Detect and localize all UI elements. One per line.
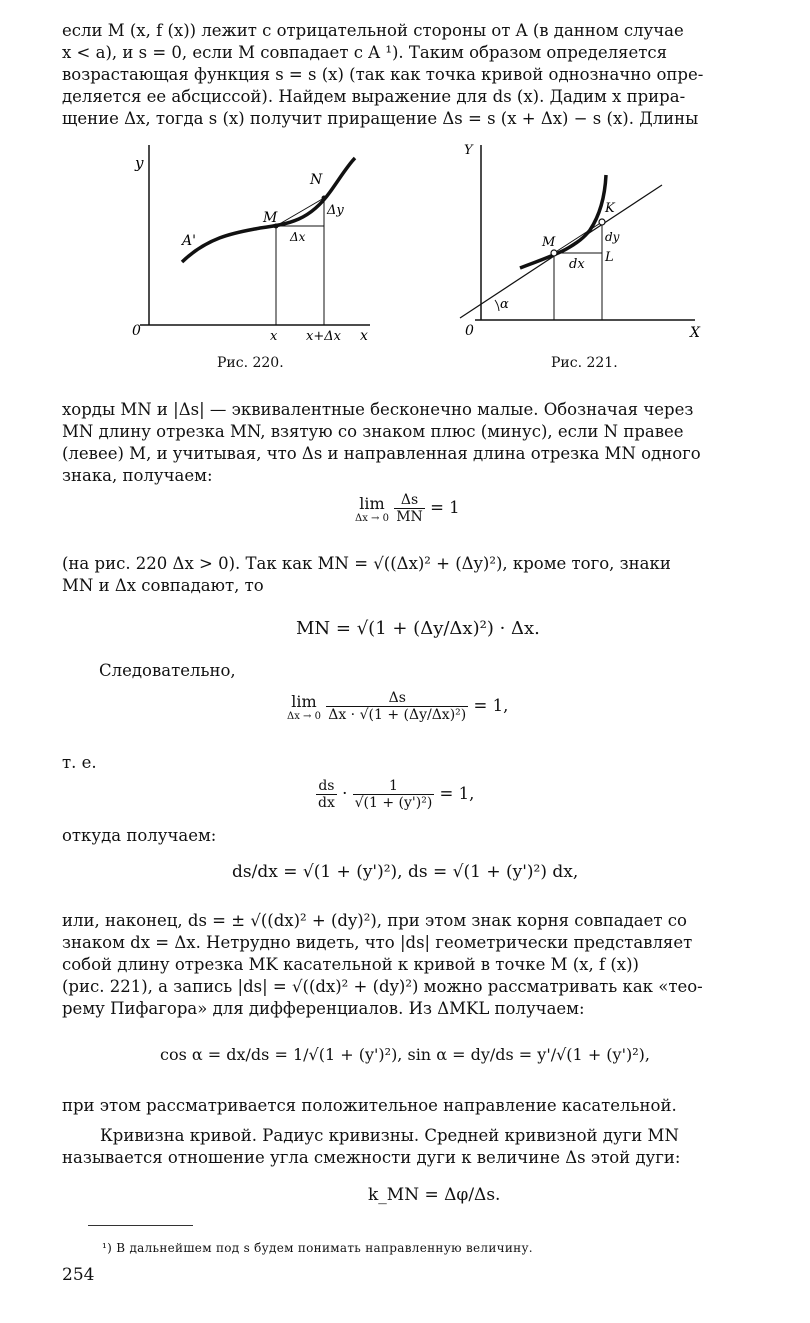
axis-y-label: y — [135, 154, 144, 172]
paragraph-3 — [62, 553, 774, 597]
section-heading-line: Кривизна кривой. Радиус кривизны. Средней кривизной дуги MN — [100, 1126, 679, 1145]
equation-limit-2 — [287, 690, 508, 723]
axis-x-label: X — [690, 325, 700, 341]
angle-alpha-label: α — [500, 297, 509, 312]
text-line: (на рис. 220 Δx > 0). Так как MN = √((Δx)² + (Δy)²), кроме того, знаки — [62, 554, 671, 573]
figure-221-caption: Рис. 221. — [551, 355, 618, 371]
equation-cos-sin: cos α = dx/ds = 1/√(1 + (y')²), sin α = dy/ds = y'/√(1 + (y')²), — [160, 1045, 650, 1064]
text-ie: т. е. — [62, 753, 97, 772]
text-consequently: Следовательно, — [99, 661, 236, 680]
fraction-numerator: 1 — [353, 778, 435, 795]
text-line: MN длину отрезка MN, взятую со знаком плюс (минус), если N правее — [62, 422, 684, 441]
origin-label: 0 — [465, 323, 474, 339]
paragraph-2 — [62, 399, 774, 487]
equation-rhs: = 1, — [439, 784, 475, 803]
paragraph-1 — [62, 20, 774, 130]
equation-mn-length: MN = √(1 + (Δy/Δx)²) · Δx. — [296, 618, 540, 639]
text-whence: откуда получаем: — [62, 826, 217, 845]
text-line: если M (x, f (x)) лежит с отрицательной стороны от A (в данном случае — [62, 21, 684, 40]
text-line: знаком dx = Δx. Нетрудно видеть, что |ds| геометрически представляет — [62, 933, 693, 952]
fraction-numerator: Δs — [326, 690, 468, 707]
text-line: называется отношение угла смежности дуги к величине Δs этой дуги: — [62, 1148, 681, 1167]
fraction-numerator: Δs — [394, 492, 425, 509]
fraction-denominator: √(1 + (y')²) — [354, 795, 433, 811]
fraction-denominator: dx — [318, 795, 335, 811]
fraction-denominator: MN — [396, 509, 423, 525]
fraction-numerator: ds — [316, 778, 337, 795]
x-tick-label: x — [270, 329, 278, 344]
text-line: хорды MN и |Δs| — эквивалентные бесконечно малые. Обозначая через — [62, 400, 694, 419]
figure-220-caption: Рис. 220. — [217, 355, 284, 371]
equation-rhs: = 1, — [473, 696, 509, 715]
text-line: (левее) M, и учитывая, что Δs и направленная длина отрезка MN одного — [62, 444, 701, 463]
text-line: собой длину отрезка MK касательной к кривой в точке M (x, f (x)) — [62, 955, 639, 974]
footnote: ¹) В дальнейшем под s будем понимать направленную величину. — [102, 1241, 533, 1255]
point-k-label: K — [605, 201, 615, 216]
text-line: x < a), и s = 0, если M совпадает с A ¹). Таким образом определяется — [62, 43, 668, 62]
fraction-denominator: Δx · √(1 + (Δy/Δx)²) — [328, 707, 467, 723]
lim-text: lim — [359, 493, 385, 513]
figure-220 — [120, 140, 380, 350]
text-line: знака, получаем: — [62, 466, 213, 485]
axis-x-label: x — [360, 328, 368, 344]
figure-221 — [450, 140, 710, 350]
origin-label: 0 — [132, 323, 141, 339]
text-line: или, наконец, ds = ± √((dx)² + (dy)²), при этом знак корня совпадает со — [62, 911, 687, 930]
point-m-label: M — [542, 235, 556, 250]
text-line: при этом рассматривается положительное направление касательной. — [62, 1096, 677, 1115]
paragraph-4 — [62, 910, 774, 1020]
delta-x-label: Δx — [290, 230, 306, 244]
lim-subscript: Δx → 0 — [355, 512, 389, 524]
equation-limit-1 — [355, 492, 460, 525]
text-line: рему Пифагора» для дифференциалов. Из ΔMKL получаем: — [62, 999, 585, 1018]
text-line: щение Δx, тогда s (x) получит приращение Δs = s (x + Δx) − s (x). Длины — [62, 109, 699, 128]
footnote-divider — [88, 1225, 193, 1226]
x-plus-tick-label: x+Δx — [306, 329, 341, 344]
axis-y-label: Y — [464, 143, 473, 158]
lim-text: lim — [291, 691, 317, 711]
text-line: MN и Δx совпадают, то — [62, 576, 264, 595]
paragraph-6 — [62, 1125, 774, 1169]
point-l-label: L — [605, 250, 614, 265]
dy-label: dy — [605, 230, 620, 244]
point-a-prime-label: A' — [182, 233, 196, 249]
equation-ds: ds/dx = √(1 + (y')²), ds = √(1 + (y')²) dx, — [232, 862, 579, 882]
lim-subscript: Δx → 0 — [287, 710, 321, 722]
text-line: деляется ее абсциссой). Найдем выражение для ds (x). Дадим x прира- — [62, 87, 686, 106]
text-line: (рис. 221), а запись |ds| = √((dx)² + (dy)²) можно рассматривать как «тео- — [62, 977, 703, 996]
equation-rhs: = 1 — [430, 498, 460, 517]
point-n-label: N — [310, 172, 323, 188]
delta-y-label: Δy — [327, 203, 344, 218]
equation-ds-dx: $\frac{ds}{dx}$ · $\frac{1}{\text{√(1 + (y')²)}}$ = 1, — [318, 778, 475, 811]
point-m-label: M — [263, 210, 278, 226]
equation-curvature: k_MN = Δφ/Δs. — [368, 1185, 501, 1205]
text-line: возрастающая функция s = s (x) (так как точка кривой однозначно опре- — [62, 65, 704, 84]
dx-label: dx — [569, 257, 585, 272]
page-number: 254 — [62, 1265, 95, 1285]
paragraph-5 — [62, 1095, 774, 1117]
